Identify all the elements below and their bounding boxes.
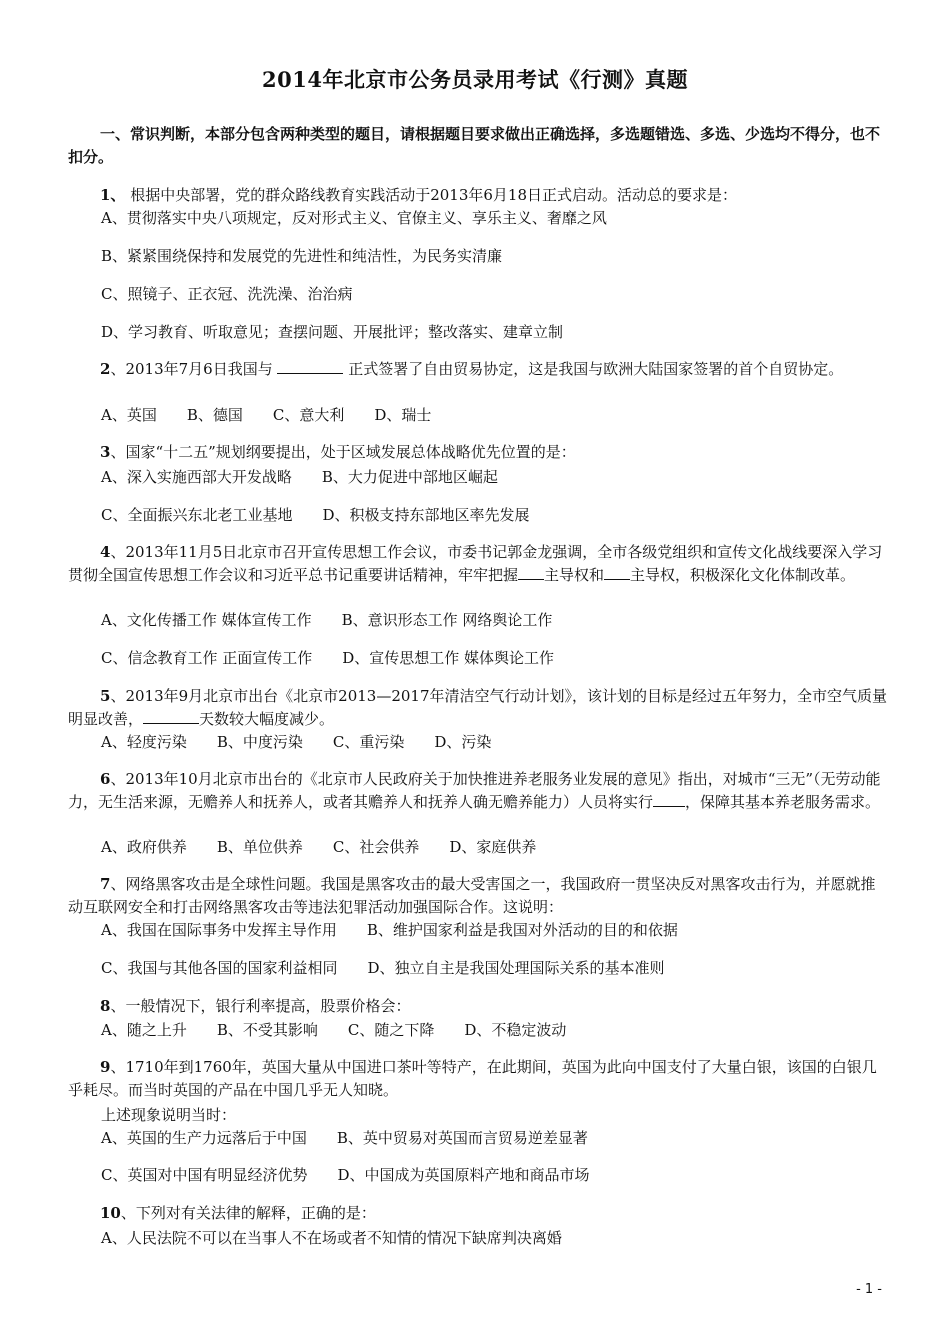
question-8 bbox=[68, 995, 888, 1018]
question-6-option-d: D、家庭供养 bbox=[449, 838, 537, 856]
question-7-number: 7 bbox=[100, 875, 111, 893]
question-2-number: 2 bbox=[100, 360, 111, 378]
question-5-option-a: A、轻度污染 bbox=[101, 733, 187, 751]
question-9-stem: 9、1710年到1760年，英国大量从中国进口茶叶等特产，在此期间，英国为此向中国支付了大量白银，该国的白银几乎耗尽。而当时英国的产品在中国几乎无人知晓。 bbox=[68, 1058, 877, 1099]
question-9 bbox=[68, 1056, 888, 1102]
question-6 bbox=[68, 768, 888, 814]
question-4-stem: 4、2013年11月5日北京市召开宣传思想工作会议，市委书记郭金龙强调，全市各级党组织和宣传文化战线要深入学习贯彻全国宣传思想工作会议和习近平总书记重要讲话精神，牢牢把握 主导权和 主导权，积极深化文化体制改革。 bbox=[68, 543, 883, 584]
question-7-option-b: B、维护国家利益是我国对外活动的目的和依据 bbox=[366, 921, 678, 939]
question-10-number: 10 bbox=[100, 1204, 121, 1222]
question-8-option-a: A、随之上升 bbox=[101, 1021, 187, 1039]
question-5-option-d: D、污染 bbox=[434, 733, 492, 751]
question-3-options-row-1 bbox=[101, 466, 528, 489]
question-6-option-b: B、单位供养 bbox=[216, 838, 303, 856]
question-3-stem: 3、国家“十二五”规划纲要提出，处于区域发展总体战略优先位置的是： bbox=[100, 443, 576, 461]
page-number: - 1 - bbox=[856, 1282, 882, 1297]
question-9-option-d: D、中国成为英国原料产地和商品市场 bbox=[337, 1166, 590, 1184]
question-1-option-c: C、照镜子、正衣冠、洗洗澡、治治病 bbox=[101, 285, 353, 303]
document-title: 2014年北京市公务员录用考试《行测》真题 bbox=[262, 67, 688, 92]
question-1 bbox=[68, 184, 888, 207]
question-5-number: 5 bbox=[100, 687, 111, 705]
question-10 bbox=[68, 1202, 888, 1225]
question-1-number: 1、 bbox=[100, 186, 126, 204]
question-8-option-b: B、不受其影响 bbox=[216, 1021, 318, 1039]
question-6-options bbox=[101, 836, 566, 859]
question-8-option-c: C、随之下降 bbox=[347, 1021, 435, 1039]
question-8-options bbox=[101, 1019, 596, 1042]
question-4-options-row-1 bbox=[101, 609, 582, 632]
question-5-stem: 5、2013年9月北京市出台《北京市2013—2017年清洁空气行动计划》，该计划的目标是经过五年努力，全市空气质量明显改善， 天数较大幅度减少。 bbox=[68, 687, 888, 728]
question-3-options-row-2 bbox=[101, 504, 560, 527]
question-8-number: 8 bbox=[100, 997, 111, 1015]
question-7-options-row-2 bbox=[101, 957, 695, 980]
question-3 bbox=[68, 441, 888, 464]
question-2-stem: 2、2013年7月6日我国与 正式签署了自由贸易协定，这是我国与欧洲大陆国家签署的首个自贸协定。 bbox=[100, 360, 844, 378]
question-4-option-b: B、意识形态工作 网络舆论工作 bbox=[341, 611, 553, 629]
question-5 bbox=[68, 685, 888, 731]
question-9-option-a: A、英国的生产力远落后于中国 bbox=[101, 1129, 307, 1147]
question-6-number: 6 bbox=[100, 770, 111, 788]
question-3-option-b: B、大力促进中部地区崛起 bbox=[321, 468, 498, 486]
question-10-stem: 10、下列对有关法律的解释，正确的是： bbox=[100, 1204, 376, 1222]
question-4-option-c: C、信念教育工作 正面宣传工作 bbox=[101, 649, 313, 667]
answer-blank bbox=[277, 373, 343, 374]
question-10-option-a: A、人民法院不可以在当事人不在场或者不知情的情况下缺席判决离婚 bbox=[101, 1229, 562, 1247]
question-1-option-a: A、贯彻落实中央八项规定，反对形式主义、官僚主义、享乐主义、奢靡之风 bbox=[101, 209, 607, 227]
answer-blank bbox=[653, 806, 685, 807]
question-8-stem: 8、一般情况下，银行利率提高，股票价格会： bbox=[100, 997, 411, 1015]
question-9-options-row-2 bbox=[101, 1164, 620, 1187]
question-7-option-a: A、我国在国际事务中发挥主导作用 bbox=[101, 921, 337, 939]
question-9-options-row-1 bbox=[101, 1127, 618, 1150]
question-4-options-row-2 bbox=[101, 647, 584, 670]
question-4-option-a: A、文化传播工作 媒体宣传工作 bbox=[101, 611, 312, 629]
question-7-option-d: D、独立自主是我国处理国际关系的基本准则 bbox=[367, 959, 665, 977]
question-7-option-c: C、我国与其他各国的国家利益相同 bbox=[101, 959, 338, 977]
question-9-option-b: B、英中贸易对英国而言贸易逆差显著 bbox=[336, 1129, 588, 1147]
question-1-option-d: D、学习教育、听取意见；查摆问题、开展批评；整改落实、建章立制 bbox=[101, 323, 564, 341]
question-1-stem: 1、 根据中央部署，党的群众路线教育实践活动于2013年6月18日正式启动。活动总的要求是： bbox=[100, 186, 738, 204]
answer-blank bbox=[604, 579, 630, 580]
question-6-stem: 6、2013年10月北京市出台的《北京市人民政府关于加快推进养老服务业发展的意见》指出，对城市“三无”（无劳动能力，无生活来源，无赡养人和抚养人，或者其赡养人和抚养人确无赡养能力）人员将实行 ，保障其基本养老服务需求。 bbox=[68, 770, 881, 811]
question-2 bbox=[68, 358, 888, 381]
question-6-option-a: A、政府供养 bbox=[101, 838, 187, 856]
answer-blank bbox=[143, 723, 199, 724]
question-2-option-d: D、瑞士 bbox=[374, 406, 432, 424]
question-8-option-d: D、不稳定波动 bbox=[464, 1021, 567, 1039]
question-3-option-d: D、积极支持东部地区率先发展 bbox=[322, 506, 530, 524]
question-9-subprompt: 上述现象说明当时： bbox=[101, 1106, 237, 1124]
question-5-options bbox=[101, 731, 521, 754]
question-2-option-b: B、德国 bbox=[186, 406, 243, 424]
question-7 bbox=[68, 873, 888, 919]
question-1-option-b: B、紧紧围绕保持和发展党的先进性和纯洁性，为民务实清廉 bbox=[101, 247, 503, 265]
question-3-option-a: A、深入实施西部大开发战略 bbox=[101, 468, 292, 486]
question-2-option-c: C、意大利 bbox=[272, 406, 345, 424]
question-2-options bbox=[101, 404, 461, 427]
question-3-number: 3 bbox=[100, 443, 111, 461]
question-4-option-d: D、宣传思想工作 媒体舆论工作 bbox=[342, 649, 555, 667]
question-4-number: 4 bbox=[100, 543, 111, 561]
question-7-options-row-1 bbox=[101, 919, 708, 942]
question-4 bbox=[68, 541, 888, 587]
question-3-option-c: C、全面振兴东北老工业基地 bbox=[101, 506, 293, 524]
question-6-option-c: C、社会供养 bbox=[332, 838, 420, 856]
question-9-option-c: C、英国对中国有明显经济优势 bbox=[101, 1166, 308, 1184]
question-9-number: 9 bbox=[100, 1058, 111, 1076]
answer-blank bbox=[518, 579, 544, 580]
section-intro: 一、常识判断，本部分包含两种类型的题目，请根据题目要求做出正确选择，多选题错选、多选、少选均不得分，也不扣分。 bbox=[68, 125, 881, 166]
question-5-option-b: B、中度污染 bbox=[216, 733, 303, 751]
question-7-stem: 7、网络黑客攻击是全球性问题。我国是黑客攻击的最大受害国之一，我国政府一贯坚决反对黑客攻击行为，并愿就推动互联网安全和打击网络黑客攻击等违法犯罪活动加强国际合作。这说明： bbox=[68, 875, 876, 916]
question-2-option-a: A、英国 bbox=[101, 406, 157, 424]
question-5-option-c: C、重污染 bbox=[332, 733, 405, 751]
